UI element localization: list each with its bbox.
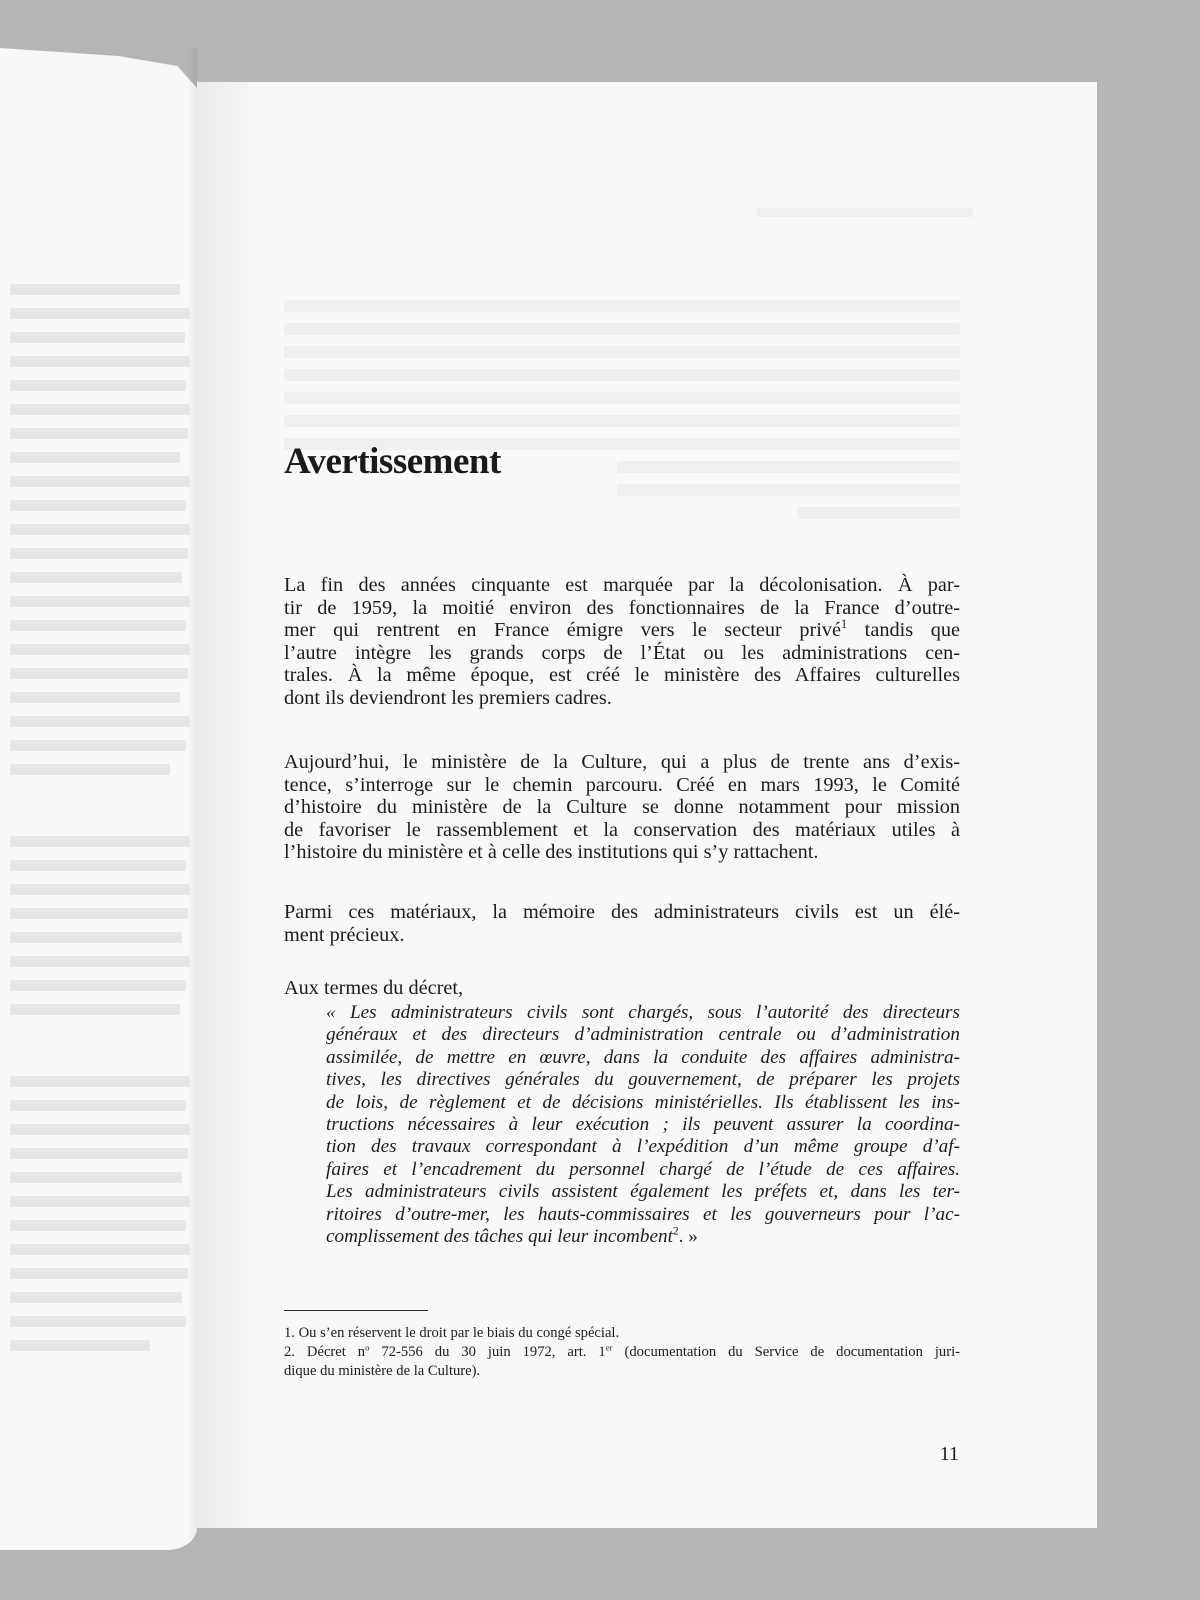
- faded-text-line: [10, 476, 190, 487]
- show-through-line: [284, 300, 960, 312]
- text-line: Aux termes du décret,: [284, 977, 464, 999]
- footnote-ref-2[interactable]: 2: [672, 1225, 679, 1238]
- faded-text-line: [10, 836, 190, 847]
- quote-line: tives, les directives générales du gouvernement, de préparer les projets: [326, 1069, 960, 1091]
- show-through-line: [617, 484, 960, 496]
- text-line: ment précieux.: [284, 923, 405, 946]
- show-through-line: [284, 369, 960, 381]
- faded-text-line: [10, 668, 188, 679]
- gutter-shadow: [197, 82, 267, 1528]
- quote-line: de lois, de règlement et de décisions ministérielles. Ils établissent les ins-: [326, 1091, 960, 1113]
- page-title: Avertissement: [284, 441, 501, 482]
- footnote-2: [284, 1343, 960, 1362]
- faded-text-line: [10, 884, 190, 895]
- quote-line: généraux et des directeurs d’administration centrale ou d’administration: [326, 1024, 960, 1046]
- faded-text-line: [10, 908, 188, 919]
- text-line: tir de 1959, la moitié environ des fonctionnaires de la France d’outre-: [284, 596, 960, 619]
- paragraph-2: [284, 751, 960, 864]
- paragraph-3: [284, 901, 960, 946]
- faded-text-line: [10, 1220, 186, 1231]
- faded-text-line: [10, 1100, 186, 1111]
- faded-text-line: [10, 572, 182, 583]
- faded-text-line: [10, 620, 186, 631]
- faded-text-line: [10, 692, 180, 703]
- show-through-line: [797, 507, 960, 519]
- left-page: [0, 48, 197, 1550]
- text-line: tence, s’interroge sur le chemin parcouru. Créé en mars 1993, le Comité: [284, 773, 960, 796]
- text-line: La fin des années cinquante est marquée par la décolonisation. À par-: [284, 574, 960, 596]
- faded-text-line: [10, 716, 190, 727]
- quote-line: faires et l’encadrement du personnel chargé de l’étude de ces affaires.: [326, 1158, 960, 1180]
- faded-text-line: [10, 932, 182, 943]
- text-segment: 72-556 du 30 juin 1972, art. 1: [369, 1344, 606, 1360]
- text-segment: mer qui rentrent en France émigre vers le secteur privé: [284, 619, 842, 642]
- faded-text-line: [10, 452, 180, 463]
- faded-text-line: [10, 1172, 182, 1183]
- ordinal-superscript: er: [605, 1342, 613, 1353]
- text-segment: tandis que: [847, 619, 961, 642]
- faded-text-line: [10, 860, 186, 871]
- footnotes: [284, 1324, 960, 1381]
- quote-closing: . »: [678, 1226, 698, 1248]
- text-line: l’histoire du ministère et à celle des institutions qui s’y rattachent.: [284, 841, 819, 864]
- text-line: Parmi ces matériaux, la mémoire des administrateurs civils est un élé-: [284, 901, 960, 923]
- text-line: Aujourd’hui, le ministère de la Culture, qui a plus de trente ans d’exis-: [284, 751, 960, 773]
- text-line: trales. À la même époque, est créé le ministère des Affaires culturelles: [284, 664, 960, 687]
- faded-text-line: [10, 644, 190, 655]
- page-edge-shadow: [187, 48, 197, 1550]
- show-through-line: [284, 392, 960, 404]
- show-through-line: [284, 346, 960, 358]
- faded-text-line: [10, 380, 186, 391]
- show-through-line: [284, 323, 960, 335]
- faded-text-line: [10, 1004, 180, 1015]
- text-line: dont ils deviendront les premiers cadres.: [284, 686, 612, 709]
- text-segment: (documentation du Service de documentation juri-: [612, 1344, 960, 1360]
- faded-text-line: [10, 332, 185, 343]
- text-segment: 2. Décret n: [284, 1344, 366, 1360]
- right-page: [197, 82, 1097, 1528]
- faded-text-line: [10, 500, 186, 511]
- text-line: de favoriser le rassemblement et la conservation des matériaux utiles à: [284, 818, 960, 841]
- footnote-ref-1[interactable]: 1: [841, 617, 848, 632]
- faded-text-line: [10, 428, 188, 439]
- faded-text-line: [10, 1340, 150, 1351]
- faded-text-line: [10, 764, 170, 775]
- faded-text-line: [10, 308, 190, 319]
- paragraph-4: [284, 977, 960, 1000]
- text-line: l’autre intègre les grands corps de l’État ou les administrations cen-: [284, 641, 960, 664]
- faded-text-line: [10, 284, 180, 295]
- paragraph-1: [284, 574, 960, 710]
- footnote-divider: [284, 1310, 428, 1311]
- show-through-header: [757, 208, 973, 217]
- faded-text-line: [10, 1196, 190, 1207]
- faded-text-line: [10, 1292, 182, 1303]
- quote-line: tructions nécessaires à leur exécution ; ils peuvent assurer la coordina-: [326, 1114, 960, 1136]
- quote-line: ritoires d’outre-mer, les hauts-commissaires et les gouverneurs pour l’ac-: [326, 1203, 960, 1225]
- faded-text-line: [10, 1316, 186, 1327]
- faded-text-line: [10, 980, 186, 991]
- text-segment: complissement des tâches qui leur incombent: [326, 1226, 673, 1248]
- faded-text-line: [10, 740, 186, 751]
- faded-text-line: [10, 1244, 190, 1255]
- faded-text-line: [10, 1124, 190, 1135]
- footnote-1: 1. Ou s’en réservent le droit par le biais du congé spécial.: [284, 1325, 620, 1341]
- quote-line: « Les administrateurs civils sont chargés, sous l’autorité des directeurs: [326, 1002, 960, 1023]
- quote-line: [326, 1226, 960, 1248]
- faded-text-line: [10, 956, 190, 967]
- show-through-line: [284, 415, 960, 427]
- faded-text-line: [10, 596, 190, 607]
- faded-text-line: [10, 404, 190, 415]
- quote-line: assimilée, de mettre en œuvre, dans la conduite des affaires administra-: [326, 1046, 960, 1068]
- faded-text-line: [10, 356, 190, 367]
- text-line: d’histoire du ministère de la Culture se donne notamment pour mission: [284, 796, 960, 819]
- footnote-2-continued: dique du ministère de la Culture).: [284, 1363, 481, 1379]
- faded-text-line: [10, 524, 190, 535]
- numero-superscript: o: [365, 1342, 370, 1353]
- text-line: [284, 619, 960, 642]
- faded-text-line: [10, 1148, 188, 1159]
- faded-text-line: [10, 1268, 188, 1279]
- page-number: 11: [939, 1443, 959, 1465]
- decree-quote: [326, 1002, 960, 1248]
- quote-line: tion des travaux correspondant à l’expédition d’un même groupe d’af-: [326, 1136, 960, 1158]
- faded-text-line: [10, 1076, 190, 1087]
- quote-line: Les administrateurs civils assistent également les préfets et, dans les ter-: [326, 1181, 960, 1203]
- show-through-line: [617, 461, 960, 473]
- faded-text-line: [10, 548, 188, 559]
